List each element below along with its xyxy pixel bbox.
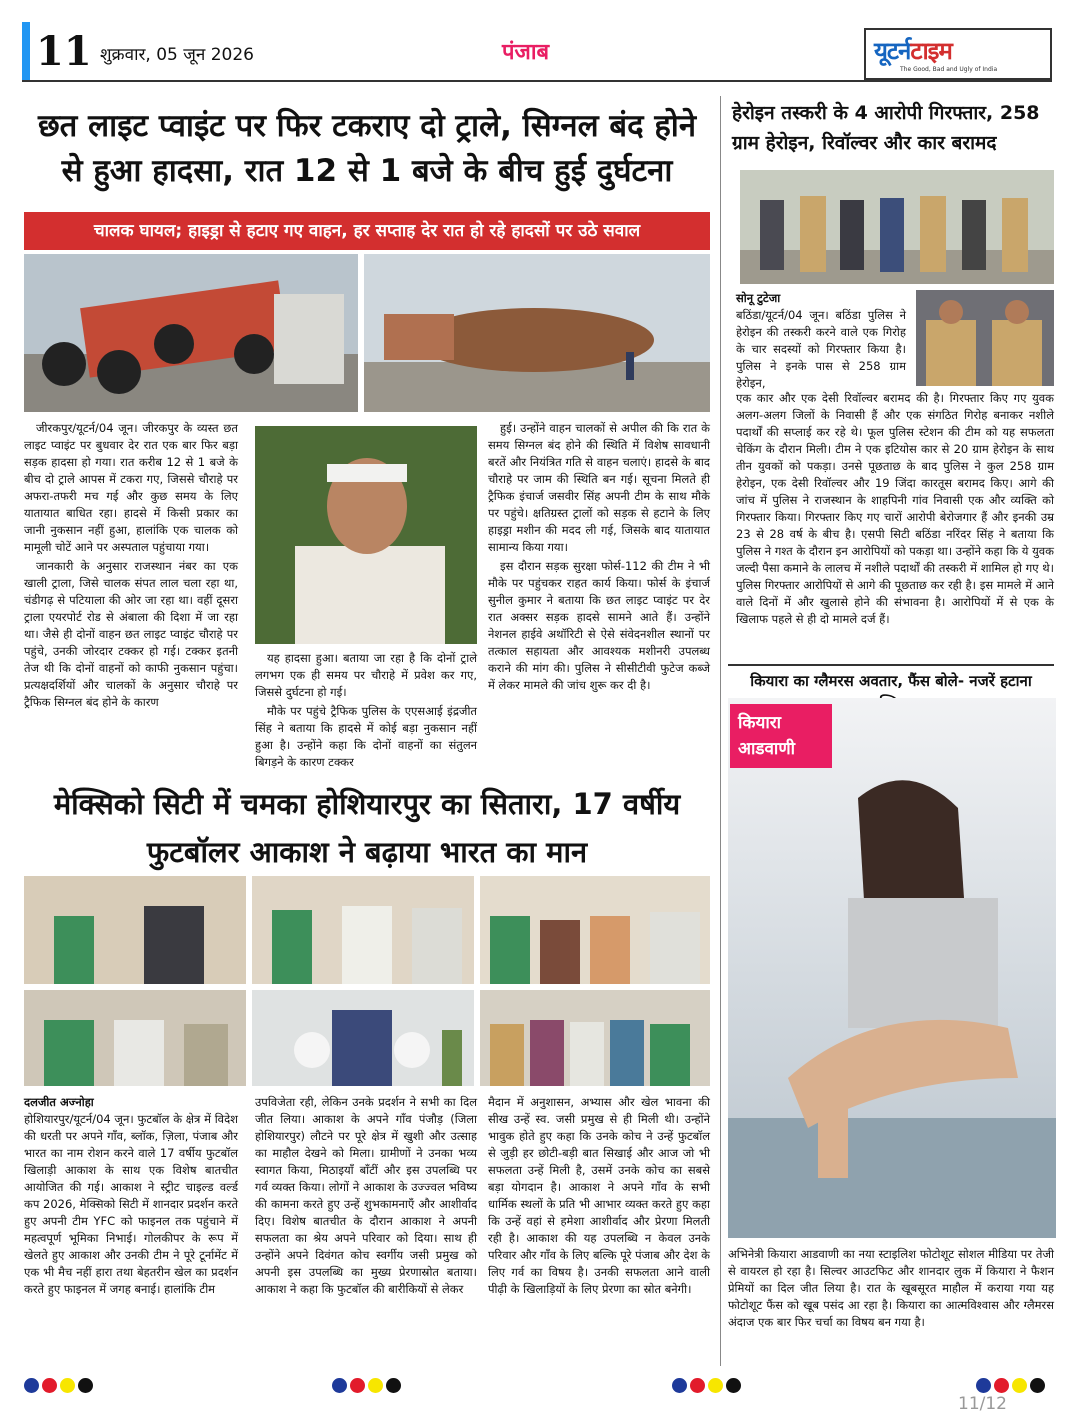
football-photo-6: [480, 990, 710, 1086]
registration-marks-left: [24, 1378, 93, 1393]
football-headline: मेक्सिको सिटी में चमका होशियारपुर का सितारा, 17 वर्षीय फुटबॉलर आकाश ने बढ़ाया भारत का मान: [53, 787, 681, 869]
kiara-tag-line-1: कियारा: [738, 713, 782, 733]
reg-dot: [60, 1378, 75, 1393]
kiara-body: अभिनेत्री कियारा आडवाणी का नया स्टाइलिश फोटोशूट सोशल मीडिया पर तेजी से वायरल हो रहा है। सिल्वर आउटफिट और शानदार लुक में कियारा ने फैशन प्रेमियों का दिल जीत लिया है। रात के खूबसूरत माहौल में कराया गया यह फोटोशूट फैंस को खूब पसंद आ रहा है। कियारा का आत्मविश्वास और ग्लैमरस अंदाज एक बार फिर चर्चा का विषय बन गया है।: [728, 1247, 1054, 1329]
kiara-advani-photo: [728, 698, 1056, 1238]
kiara-headline: कियारा का ग्लैमरस अवतार, फैंस बोले- नजरें हटाना: [728, 664, 1054, 720]
heroin-byline: सोनू टुटेजा: [736, 291, 781, 305]
football-photo-1: [24, 876, 246, 984]
football-photo-4: [24, 990, 246, 1086]
reg-dot: [332, 1378, 347, 1393]
lead-headline: छत लाइट प्वाइंट पर फिर टकराए दो ट्राले, सिग्नल बंद होने से हुआ हादसा, रात 12 से 1 बजे के बीच हुई दुर्घटना: [37, 108, 697, 189]
reg-dot: [994, 1378, 1009, 1393]
reg-dot: [350, 1378, 365, 1393]
truck-crash-photo-2: [364, 254, 710, 412]
injured-driver-photo: [255, 426, 477, 644]
lead-col3-para-1: हुई। उन्होंने वाहन चालकों से अपील की कि रात के समय सिग्नल बंद होने की स्थिति में विशेष सावधानी बरतें और नियंत्रित गति से वाहन चलाएं। हादसे के बाद चौराहे पर जाम की स्थिति बन गई। सूचना मिलते ही ट्रैफिक इंचार्ज जसवीर सिंह अपनी टीम के साथ मौके पर पहुंचे। क्षतिग्रस्त ट्रालों को सड़क से हटाने के लिए हाइड्रा मशीन की मदद ली गई, जिसके बाद यातायात सामान्य किया गया।: [488, 421, 710, 554]
registration-marks-right: [672, 1378, 741, 1393]
column-divider: [720, 96, 721, 1366]
lead-col1-para-2: जानकारी के अनुसार राजस्थान नंबर का एक खाली ट्राला, जिसे चालक संपत लाल चला रहा था, चंडीगढ़ से पटियाला की ओर जा रहा था। वहीं दूसरा ट्राला एयरपोर्ट रोड से अंबाला की दिशा में जा रहा था। जैसे ही दोनों वाहन छत लाइट प्वाइंट चौराहे पर पहुंचे, उनकी जोरदार टक्कर हो गई। टक्कर इतनी तेज थी कि दोनों वाहनों को काफी नुकसान पहुंचा। प्रत्यक्षदर्शियों और चालकों के अनुसार चौराहे पर ट्रैफिक सिग्नल बंद होने के कारण: [24, 559, 238, 709]
reg-dot: [726, 1378, 741, 1393]
kiara-body-column: [728, 1246, 1054, 1331]
newspaper-logo: [864, 28, 1052, 80]
heroin-headline: हेरोइन तस्करी के 4 आरोपी गिरफ्तार, 258 ग्राम हेरोइन, रिवॉल्वर और कार बरामद: [732, 102, 1040, 154]
section-label: पंजाब: [502, 40, 550, 65]
reg-dot: [368, 1378, 383, 1393]
football-photo-2: [252, 876, 474, 984]
football-col3-text: मैदान में अनुशासन, अभ्यास और खेल भावना की सीख उन्हें स्व. जसी प्रमुख से ही मिली थी। उन्होंने भावुक होते हुए कहा कि उनके कोच ने उन्हें फुटबॉल से जुड़ी हर छोटी-बड़ी बात सिखाई और आज जो भी सफलता उन्हें मिली है, उसमें उनके कोच का सबसे बड़ा योगदान है। आकाश ने अपने गाँव के सभी धार्मिक स्थलों के प्रति भी आभार व्यक्त करते हुए कहा कि उन्हें वहां से हमेशा आशीर्वाद और प्रेरणा मिलती रही है। आकाश की यह उपलब्धि न केवल उनके परिवार और गाँव के लिए बल्कि पूरे पंजाब और देश के लिए गर्व का विषय है। उनकी सफलता आने वाली पीढ़ी के खिलाड़ियों के लिए प्रेरणा का स्रोत बनेगी।: [488, 1095, 710, 1296]
page-number: 11: [36, 28, 92, 75]
reg-dot: [386, 1378, 401, 1393]
football-photo-3: [480, 876, 710, 984]
football-byline: दलजीत अज्नोहा: [24, 1095, 94, 1109]
logo-word-2: टाइम: [910, 37, 952, 65]
lead-col2-para-2: मौके पर पहुंचे ट्रैफिक पुलिस के एएसआई इंद्रजीत सिंह ने बताया कि हादसे में कोई बड़ा नुकसान नहीं हुआ है। उन्होंने कहा कि दोनों वाहनों का संतुलन बिगड़ने के कारण टक्कर: [255, 704, 477, 769]
reg-dot: [1012, 1378, 1027, 1393]
logo-tagline: The Good, Bad and Ugly of India: [900, 66, 998, 73]
masthead: [22, 22, 1052, 82]
heroin-body-column: [736, 390, 1054, 628]
lead-col3-para-2: इस दौरान सड़क सुरक्षा फोर्स-112 की टीम ने भी मौके पर पहुंचकर राहत कार्य किया। फोर्स के इंचार्ज सुनील कुमार ने बताया कि छत लाइट प्वाइंट पर देर रात अक्सर सड़क हादसे सामने आते हैं। उन्होंने नेशनल हाईवे अथॉरिटी से ऐसे संवेदनशील स्थानों पर तत्काल सहायता और आवश्यक मशीनरी उपलब्ध कराने की मांग की। पुलिस ने सीसीटीवी फुटेज कब्जे में लेकर मामले की जांच शुरू कर दी है।: [488, 559, 710, 692]
football-column-2: [255, 1094, 477, 1298]
football-col2-text: उपविजेता रही, लेकिन उनके प्रदर्शन ने सभी का दिल जीत लिया। आकाश के अपने गाँव पंजौड़ (जिला होशियारपुर) लौटने पर पूरे क्षेत्र में खुशी और उत्साह का माहौल देखने को मिला। ग्रामीणों ने उनका भव्य स्वागत किया, मिठाइयाँ बाँटीं और इस उपलब्धि पर गर्व व्यक्त किया। लोगों ने आकाश के उज्ज्वल भविष्य की कामना करते हुए उन्हें शुभकामनाएँ और आशीर्वाद दिए। विशेष बातचीत के दौरान आकाश ने अपनी सफलता का श्रेय अपने परिवार को दिया। साथ ही उन्होंने अपने दिवंगत कोच स्वर्गीय जसी प्रमुख को अपनी इस उपलब्धि का मुख्य प्रेरणास्रोत बताया। आकाश ने कहा कि फुटबॉल की बारीकियों से लेकर: [255, 1095, 477, 1296]
reg-dot: [1030, 1378, 1045, 1393]
lead-column-3: [488, 420, 710, 696]
lead-subheadline: चालक घायल; हाइड्रा से हटाए गए वाहन, हर सप्ताह देर रात हो रहे हादसों पर उठे सवाल: [24, 212, 710, 250]
issue-date: शुक्रवार, 05 जून 2026: [100, 45, 254, 65]
lead-column-2: [255, 650, 477, 773]
football-column-1: [24, 1094, 238, 1298]
registration-marks-center: [332, 1378, 401, 1393]
police-group-photo: [740, 170, 1054, 284]
reg-dot: [78, 1378, 93, 1393]
heroin-body: एक कार और एक देसी रिवॉल्वर बरामद की है। गिरफ्तार किए गए युवक अलग-अलग जिलों के निवासी हैं और एक संगठित गिरोह बनाकर नशीले पदार्थों की सप्लाई कर रहे थे। फूल पुलिस स्टेशन की टीम को यह सफलता चेकिंग के दौरान मिली। टीम ने एक इटियोस कार से 20 ग्राम हेरोइन के साथ तीन युवकों को पकड़ा। उनसे पूछताछ के बाद पुलिस ने कुल 258 ग्राम हेरोइन, एक देसी रिवॉल्वर और 19 जिंदा कारतूस बरामद किए। आगे की जांच में पुलिस ने राजस्थान के शाहपिनी गांव निवासी एक और व्यक्ति को गिरफ्तार किया। गिरफ्तार किए गए चारों आरोपी बेरोजगार हैं और इनकी उम्र 23 से 28 वर्ष के बीच है। एसपी सिटी बठिंडा नरिंदर सिंह ने बताया कि पुलिस ने गश्त के दौरान इन आरोपियों को पकड़ा था। उन्होंने कहा कि ये युवक जल्दी पैसा कमाने के लालच में नशीले पदार्थों की तस्करी में शामिल हो गए थे। पुलिस गिरफ्तार आरोपियों से आगे की पूछताछ कर रही है। इस मामले में आने वाले दिनों में और खुलासे होने की संभावना है। आरोपियों में से एक के खिलाफ पहले से ही दो मामले दर्ज हैं।: [736, 391, 1054, 626]
lead-col1-para-1: जीरकपुर/यूटर्न/04 जून। जीरकपुर के व्यस्त छत लाइट प्वाइंट पर बुधवार देर रात एक बार फिर बड़ा सड़क हादसा हो गया। रात करीब 12 से 1 बजे के बीच दो ट्राले आपस में टकरा गए, जिससे चौराहे पर अफरा-तफरी मच गई और कुछ समय के लिए यातायात बाधित रहा। हादसे में किसी प्रकार का जानी नुकसान नहीं हुआ, हालांकि एक चालक को मामूली चोटें आने पर अस्पताल पहुंचाया गया।: [24, 421, 238, 554]
reg-dot: [672, 1378, 687, 1393]
kiara-name-tag: [730, 704, 832, 768]
registration-marks-far-right: [976, 1378, 1045, 1393]
reg-dot: [976, 1378, 991, 1393]
football-col1-text: होशियारपुर/यूटर्न/04 जून। फुटबॉल के क्षेत्र में विदेश की धरती पर अपने गाँव, ब्लॉक, ज़िला, पंजाब और भारत का नाम रोशन करने वाले 17 वर्षीय फुटबॉल खिलाड़ी आकाश के साथ एक विशेष बातचीत आयोजित की गई। आकाश ने स्ट्रीट चाइल्ड वर्ल्ड कप 2026, मेक्सिको सिटी में शानदार प्रदर्शन करते हुए अपनी टीम YFC को फाइनल तक पहुंचाने में महत्वपूर्ण भूमिका निभाई। गोलकीपर के रूप में खेलते हुए आकाश और उनकी टीम ने पूरे टूर्नामेंट में एक भी मैच नहीं हारा तथा बेहतरीन खेल का प्रदर्शन करते हुए फाइनल में जगह बनाई। हालांकि टीम: [24, 1112, 238, 1296]
heroin-intro: बठिंडा/यूटर्न/04 जून। बठिंडा पुलिस ने हेरोइन की तस्करी करने वाले एक गिरोह के चार सदस्यों को गिरफ्तार किया है। पुलिस ने इनके पास से 258 ग्राम हेरोइन,: [736, 308, 906, 390]
page-indicator[interactable]: 11/12: [958, 1394, 1007, 1414]
reg-dot: [690, 1378, 705, 1393]
lead-column-1: [24, 420, 238, 713]
kiara-tag-line-2: आडवाणी: [738, 739, 796, 759]
reg-dot: [42, 1378, 57, 1393]
truck-crash-photo-1: [24, 254, 358, 412]
reg-dot: [708, 1378, 723, 1393]
football-column-3: [488, 1094, 710, 1298]
heroin-intro-column: [736, 290, 906, 392]
logo-word-1: यूटर्न: [874, 37, 911, 65]
reg-dot: [24, 1378, 39, 1393]
lead-col2-para-1: यह हादसा हुआ। बताया जा रहा है कि दोनों ट्राले लगभग एक ही समय पर चौराहे में प्रवेश कर गए, जिससे दुर्घटना हो गई।: [255, 651, 477, 699]
police-officers-photo: [916, 290, 1054, 386]
football-photo-5: [252, 990, 474, 1086]
